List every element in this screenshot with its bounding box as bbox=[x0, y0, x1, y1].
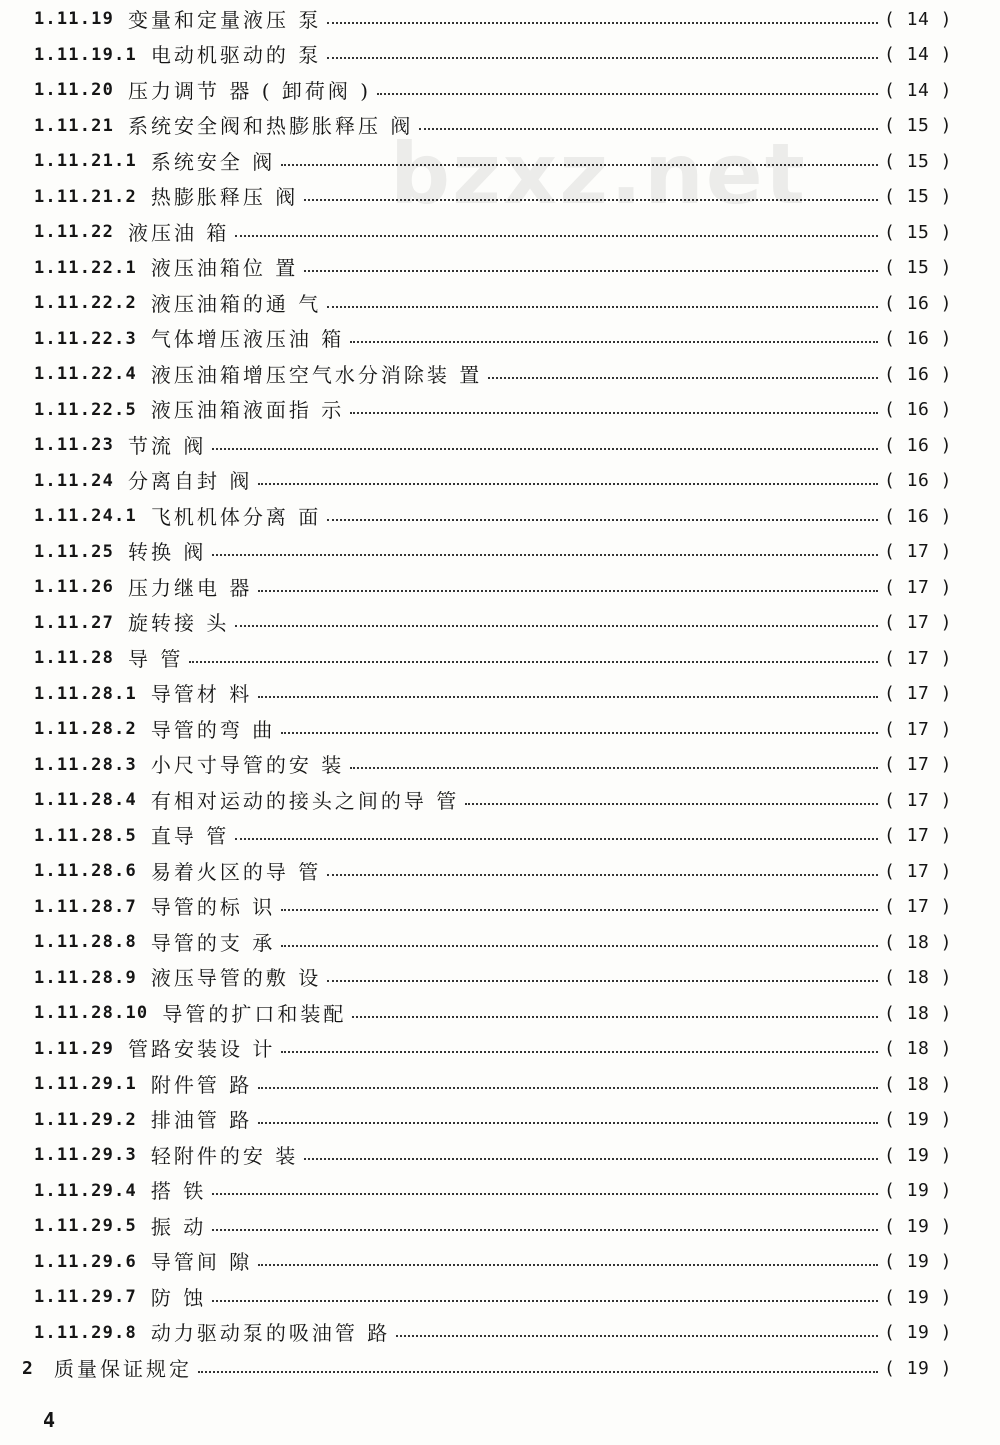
toc-row[interactable] bbox=[34, 677, 953, 713]
toc-entry-number: 1.11.28.8 bbox=[34, 932, 137, 953]
dot-leader bbox=[235, 826, 878, 840]
toc-row[interactable] bbox=[34, 464, 953, 500]
toc-row[interactable] bbox=[34, 1174, 953, 1210]
toc-entry-title: 液压导管的敷 设 bbox=[150, 966, 322, 991]
toc-entry-number: 1.11.20 bbox=[34, 80, 115, 101]
toc-entry-number: 1.11.22.5 bbox=[34, 399, 137, 420]
dot-leader bbox=[212, 1181, 878, 1195]
toc-row[interactable] bbox=[34, 322, 953, 358]
table-of-contents bbox=[22, 2, 953, 1387]
toc-entry-page: ( 15 ) bbox=[884, 115, 953, 137]
toc-entry-page: ( 17 ) bbox=[884, 576, 953, 598]
dot-leader bbox=[304, 187, 878, 201]
toc-entry-page: ( 18 ) bbox=[884, 1038, 953, 1060]
toc-entry-number: 1.11.28.3 bbox=[34, 754, 137, 775]
toc-entry-number: 1.11.28.1 bbox=[34, 683, 137, 704]
toc-entry-number: 1.11.22.4 bbox=[34, 364, 137, 385]
toc-entry-number: 1.11.24.1 bbox=[34, 506, 137, 527]
toc-entry-number: 1.11.22.1 bbox=[34, 257, 137, 278]
toc-entry-number: 1.11.28.2 bbox=[34, 719, 137, 740]
dot-leader bbox=[281, 897, 878, 911]
toc-entry-page: ( 17 ) bbox=[884, 683, 953, 705]
toc-row[interactable] bbox=[34, 712, 953, 748]
toc-entry-page: ( 16 ) bbox=[884, 399, 953, 421]
toc-entry-page: ( 17 ) bbox=[884, 860, 953, 882]
dot-leader bbox=[198, 1359, 878, 1373]
toc-entry-page: ( 16 ) bbox=[884, 470, 953, 492]
dot-leader bbox=[189, 649, 878, 663]
toc-row[interactable] bbox=[34, 38, 953, 74]
toc-entry-title: 导管的弯 曲 bbox=[150, 717, 276, 742]
toc-row[interactable] bbox=[34, 1245, 953, 1281]
toc-entry-number: 1.11.25 bbox=[34, 541, 115, 562]
dot-leader bbox=[281, 1039, 878, 1053]
toc-entry-title: 分离自封 阀 bbox=[128, 469, 253, 494]
toc-entry-page: ( 14 ) bbox=[884, 44, 953, 66]
dot-leader bbox=[350, 755, 878, 769]
toc-entry-number: 1.11.29 bbox=[34, 1038, 115, 1059]
toc-row[interactable] bbox=[34, 215, 953, 251]
toc-entry-title: 液压油箱位 置 bbox=[150, 256, 299, 281]
dot-leader bbox=[396, 1323, 878, 1337]
toc-entry-page: ( 14 ) bbox=[884, 8, 953, 30]
toc-entry-title: 易着火区的导 管 bbox=[150, 859, 322, 884]
toc-entry-number: 1.11.19 bbox=[34, 9, 115, 30]
toc-entry-number: 1.11.28.10 bbox=[34, 1003, 149, 1024]
dot-leader bbox=[235, 613, 878, 627]
toc-entry-number: 1.11.21.1 bbox=[34, 151, 137, 172]
toc-entry-number: 1.11.29.1 bbox=[34, 1074, 137, 1095]
toc-row[interactable] bbox=[34, 144, 953, 180]
toc-row[interactable] bbox=[34, 357, 953, 393]
toc-entry-page: ( 17 ) bbox=[884, 718, 953, 740]
toc-entry-page: ( 16 ) bbox=[884, 434, 953, 456]
dot-leader bbox=[212, 542, 878, 556]
toc-entry-number: 1.11.28.7 bbox=[34, 896, 137, 917]
toc-entry-title: 电动机驱动的 泵 bbox=[150, 43, 322, 68]
dot-leader bbox=[281, 152, 878, 166]
toc-entry-page: ( 19 ) bbox=[884, 1251, 953, 1273]
toc-entry-number: 1.11.28 bbox=[34, 648, 115, 669]
dot-leader bbox=[350, 329, 878, 343]
toc-entry-number: 1.11.29.2 bbox=[34, 1109, 137, 1130]
toc-chapter-number: 2 bbox=[22, 1357, 35, 1379]
toc-entry-number: 1.11.28.6 bbox=[34, 861, 137, 882]
toc-entry-page: ( 19 ) bbox=[884, 1286, 953, 1308]
toc-entries bbox=[34, 2, 953, 1351]
toc-entry-title: 管路安装设 计 bbox=[128, 1037, 276, 1062]
toc-entry-page: ( 17 ) bbox=[884, 612, 953, 634]
toc-row[interactable] bbox=[34, 428, 953, 464]
toc-entry-title: 系统安全 阀 bbox=[150, 149, 276, 174]
page-number: 4 bbox=[43, 1408, 56, 1432]
toc-entry-page: ( 18 ) bbox=[884, 1073, 953, 1095]
dot-leader bbox=[327, 10, 878, 24]
toc-row[interactable] bbox=[34, 925, 953, 961]
toc-entry-page: ( 16 ) bbox=[884, 292, 953, 314]
toc-entry-page: ( 19 ) bbox=[884, 1109, 953, 1131]
dot-leader bbox=[258, 578, 878, 592]
dot-leader bbox=[258, 1075, 878, 1089]
dot-leader bbox=[258, 1252, 878, 1266]
toc-entry-title: 防 蚀 bbox=[150, 1285, 207, 1310]
toc-row[interactable] bbox=[34, 393, 953, 429]
toc-entry-page: ( 19 ) bbox=[884, 1180, 953, 1202]
toc-row[interactable] bbox=[34, 73, 953, 109]
toc-entry-page: ( 15 ) bbox=[884, 150, 953, 172]
toc-entry-title: 附件管 路 bbox=[150, 1072, 253, 1097]
toc-entry-number: 1.11.24 bbox=[34, 470, 115, 491]
toc-entry-page: ( 19 ) bbox=[884, 1322, 953, 1344]
toc-row[interactable] bbox=[34, 1280, 953, 1316]
dot-leader bbox=[465, 791, 878, 805]
toc-row[interactable] bbox=[34, 251, 953, 287]
dot-leader bbox=[281, 933, 878, 947]
dot-leader bbox=[419, 116, 878, 130]
toc-entry-title: 液压油 箱 bbox=[128, 220, 230, 245]
toc-entry-page: ( 16 ) bbox=[884, 328, 953, 350]
dot-leader bbox=[327, 968, 878, 982]
toc-chapter-page: ( 19 ) bbox=[884, 1357, 953, 1379]
toc-entry-number: 1.11.21 bbox=[34, 115, 115, 136]
toc-entry-title: 导管间 隙 bbox=[150, 1250, 253, 1275]
dot-leader bbox=[281, 720, 878, 734]
toc-row[interactable] bbox=[34, 1103, 953, 1139]
toc-row[interactable] bbox=[34, 286, 953, 322]
toc-entry-page: ( 17 ) bbox=[884, 789, 953, 811]
toc-entry-title: 压力继电 器 bbox=[128, 575, 253, 600]
toc-entry-page: ( 19 ) bbox=[884, 1215, 953, 1237]
dot-leader bbox=[327, 862, 878, 876]
toc-entry-title: 排油管 路 bbox=[150, 1108, 253, 1133]
dot-leader bbox=[488, 365, 878, 379]
toc-entry-title: 液压油箱的通 气 bbox=[150, 291, 322, 316]
toc-entry-page: ( 17 ) bbox=[884, 541, 953, 563]
dot-leader bbox=[327, 45, 878, 59]
toc-entry-page: ( 15 ) bbox=[884, 221, 953, 243]
toc-entry-number: 1.11.22.2 bbox=[34, 293, 137, 314]
toc-row[interactable] bbox=[34, 2, 953, 38]
dot-leader bbox=[235, 223, 878, 237]
dot-leader bbox=[327, 507, 878, 521]
toc-entry-page: ( 18 ) bbox=[884, 967, 953, 989]
toc-row[interactable] bbox=[34, 996, 953, 1032]
dot-leader bbox=[304, 1146, 878, 1160]
dot-leader bbox=[258, 471, 878, 485]
toc-row[interactable] bbox=[34, 499, 953, 535]
toc-entry-title: 导 管 bbox=[128, 646, 184, 671]
dot-leader bbox=[352, 1004, 878, 1018]
toc-entry-number: 1.11.22.3 bbox=[34, 328, 137, 349]
toc-entry-title: 液压油箱增压空气水分消除装 置 bbox=[150, 362, 483, 387]
toc-entry-title: 飞机机体分离 面 bbox=[150, 504, 322, 529]
toc-entry-page: ( 17 ) bbox=[884, 647, 953, 669]
toc-row[interactable] bbox=[34, 109, 953, 145]
toc-entry-title: 系统安全阀和热膨胀释压 阀 bbox=[128, 114, 414, 139]
toc-entry-title: 气体增压液压油 箱 bbox=[150, 327, 345, 352]
toc-row[interactable] bbox=[34, 1067, 953, 1103]
toc-row[interactable] bbox=[34, 783, 953, 819]
toc-row[interactable] bbox=[34, 606, 953, 642]
toc-entry-page: ( 18 ) bbox=[884, 931, 953, 953]
toc-row[interactable] bbox=[34, 180, 953, 216]
toc-row[interactable] bbox=[34, 1209, 953, 1245]
toc-entry-page: ( 16 ) bbox=[884, 505, 953, 527]
toc-row[interactable] bbox=[34, 641, 953, 677]
dot-leader bbox=[258, 684, 878, 698]
toc-row[interactable] bbox=[34, 961, 953, 997]
toc-entry-page: ( 19 ) bbox=[884, 1144, 953, 1166]
toc-entry-number: 1.11.29.5 bbox=[34, 1216, 137, 1237]
toc-row[interactable] bbox=[34, 1138, 953, 1174]
toc-entry-title: 转换 阀 bbox=[128, 540, 207, 565]
toc-entry-number: 1.11.28.5 bbox=[34, 825, 137, 846]
dot-leader bbox=[212, 1217, 878, 1231]
toc-row[interactable] bbox=[34, 854, 953, 890]
toc-entry-title: 导管材 料 bbox=[150, 682, 253, 707]
toc-entry-page: ( 17 ) bbox=[884, 754, 953, 776]
toc-row[interactable] bbox=[34, 890, 953, 926]
dot-leader bbox=[258, 1110, 878, 1124]
dot-leader bbox=[304, 258, 878, 272]
toc-entry-number: 1.11.29.3 bbox=[34, 1145, 137, 1166]
toc-entry-title: 导管的标 识 bbox=[150, 895, 276, 920]
toc-row[interactable] bbox=[34, 535, 953, 571]
toc-entry-title: 导管的支 承 bbox=[150, 930, 276, 955]
toc-entry-number: 1.11.22 bbox=[34, 222, 115, 243]
toc-row[interactable] bbox=[34, 1032, 953, 1068]
toc-entry-number: 1.11.29.8 bbox=[34, 1322, 137, 1343]
toc-entry-number: 1.11.26 bbox=[34, 577, 115, 598]
toc-entry-title: 有相对运动的接头之间的导 管 bbox=[150, 788, 460, 813]
toc-entry-title: 轻附件的安 装 bbox=[150, 1143, 299, 1168]
toc-entry-page: ( 17 ) bbox=[884, 825, 953, 847]
toc-chapter-title: 质量保证规定 bbox=[54, 1356, 193, 1381]
toc-entry-page: ( 15 ) bbox=[884, 186, 953, 208]
toc-entry-title: 导管的扩口和装配 bbox=[162, 1001, 347, 1026]
toc-entry-title: 小尺寸导管的安 装 bbox=[150, 753, 345, 778]
toc-entry-page: ( 14 ) bbox=[884, 79, 953, 101]
toc-entry-number: 1.11.28.9 bbox=[34, 967, 137, 988]
toc-entry-number: 1.11.23 bbox=[34, 435, 115, 456]
toc-entry-page: ( 15 ) bbox=[884, 257, 953, 279]
toc-entry-title: 压力调节 器 ( 卸荷阀 ) bbox=[128, 78, 372, 103]
toc-entry-number: 1.11.27 bbox=[34, 612, 115, 633]
dot-leader bbox=[377, 81, 878, 95]
toc-entry-title: 热膨胀释压 阀 bbox=[150, 185, 299, 210]
toc-entry-number: 1.11.29.6 bbox=[34, 1251, 137, 1272]
toc-entry-title: 旋转接 头 bbox=[128, 611, 230, 636]
toc-entry-title: 直导 管 bbox=[150, 824, 230, 849]
toc-entry-title: 节流 阀 bbox=[128, 433, 207, 458]
dot-leader bbox=[327, 294, 878, 308]
toc-entry-title: 搭 铁 bbox=[150, 1179, 207, 1204]
toc-entry-number: 1.11.29.7 bbox=[34, 1287, 137, 1308]
toc-entry-page: ( 18 ) bbox=[884, 1002, 953, 1024]
dot-leader bbox=[350, 400, 878, 414]
toc-entry-title: 变量和定量液压 泵 bbox=[128, 7, 322, 32]
toc-row[interactable] bbox=[34, 570, 953, 606]
watermark: bzxz.net bbox=[390, 125, 807, 223]
dot-leader bbox=[212, 1288, 878, 1302]
toc-entry-title: 振 动 bbox=[150, 1214, 207, 1239]
toc-chapter-row[interactable] bbox=[22, 1351, 953, 1387]
toc-row[interactable] bbox=[34, 819, 953, 855]
toc-row[interactable] bbox=[34, 1316, 953, 1352]
toc-row[interactable] bbox=[34, 748, 953, 784]
toc-entry-number: 1.11.21.2 bbox=[34, 186, 137, 207]
toc-entry-number: 1.11.28.4 bbox=[34, 790, 137, 811]
toc-entry-title: 动力驱动泵的吸油管 路 bbox=[150, 1321, 391, 1346]
toc-entry-page: ( 17 ) bbox=[884, 896, 953, 918]
toc-entry-number: 1.11.19.1 bbox=[34, 44, 137, 65]
toc-entry-title: 液压油箱液面指 示 bbox=[150, 398, 345, 423]
dot-leader bbox=[212, 436, 878, 450]
toc-entry-number: 1.11.29.4 bbox=[34, 1180, 137, 1201]
toc-entry-page: ( 16 ) bbox=[884, 363, 953, 385]
